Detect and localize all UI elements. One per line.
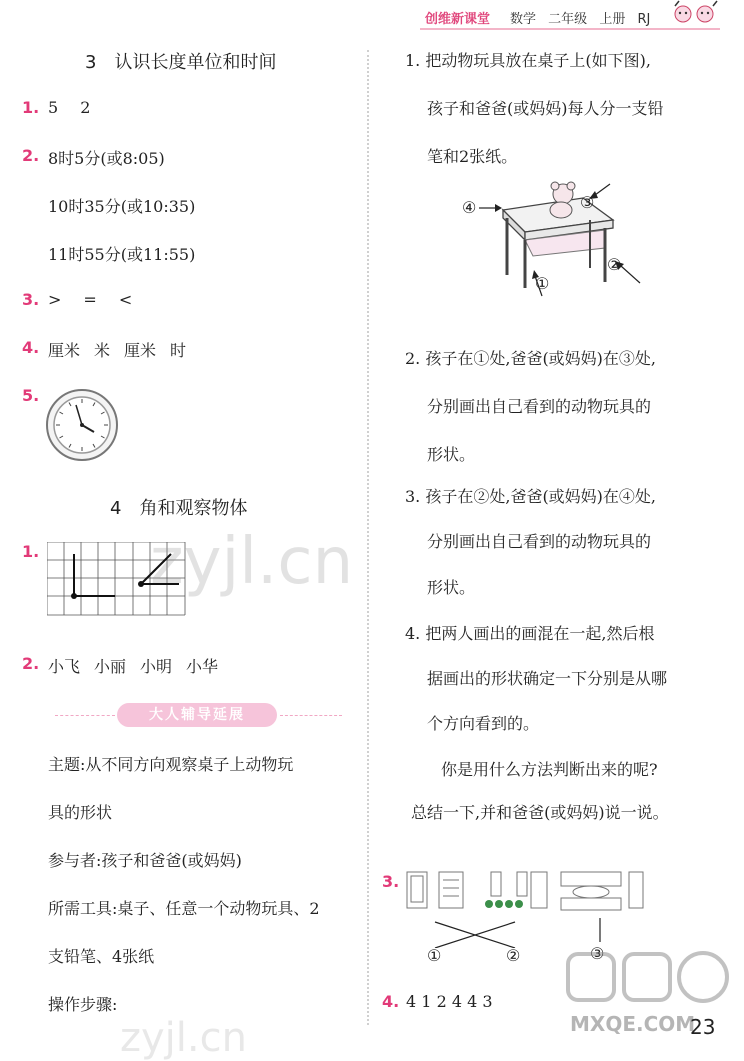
tools-line2: 支铅笔、4张纸	[48, 947, 155, 966]
step2-line1: 2. 孩子在①处,爸爸(或妈妈)在③处,	[405, 349, 657, 368]
step4-line3: 个方向看到的。	[427, 714, 540, 733]
table-toy-figure	[455, 180, 665, 305]
watermark-main: zyjl.cn	[150, 525, 354, 599]
banner-rule-left	[55, 715, 115, 716]
s4-q2-a: 小飞	[48, 657, 81, 676]
question-line2: 总结一下,并和爸爸(或妈妈)说一说。	[411, 803, 669, 822]
q4-c: 厘米	[124, 341, 157, 360]
r-q3-number: 3.	[382, 872, 400, 891]
subject-label: 数学	[510, 12, 537, 27]
grade-label: 二年级	[548, 12, 588, 27]
step4-line1: 4. 把两人画出的画混在一起,然后根	[405, 624, 655, 643]
q4-answer	[48, 338, 186, 361]
section-3-title: 3 认识长度单位和时间	[85, 52, 277, 73]
s4-q2-d: 小华	[186, 657, 219, 676]
parent-guide-banner: 大人辅导延展	[117, 703, 277, 727]
views-matching-figure	[405, 868, 655, 948]
q2-line1: 8时5分(或8:05)	[48, 149, 165, 168]
s4-q1-number: 1.	[22, 542, 40, 561]
s4-q2-number: 2.	[22, 654, 40, 673]
step1-line2: 孩子和爸爸(或妈妈)每人分一支铅	[427, 99, 664, 118]
match-label-1: ①	[427, 946, 442, 965]
step3-line1: 3. 孩子在②处,爸爸(或妈妈)在④处,	[405, 487, 657, 506]
q4-b: 米	[94, 341, 111, 360]
figure-label-4: ④	[462, 198, 477, 217]
step2-line2: 分别画出自己看到的动物玩具的	[427, 397, 652, 416]
q1-answer	[48, 98, 90, 117]
r-q4-number: 4.	[382, 992, 400, 1011]
step1-line3: 笔和2张纸。	[427, 147, 518, 166]
steps-line: 操作步骤:	[48, 995, 118, 1014]
figure-label-3: ③	[580, 193, 595, 212]
s4-q2-answer	[48, 654, 218, 677]
q2-line3: 11时55分(或11:55)	[48, 245, 196, 264]
r-q4-v5: 4	[467, 992, 478, 1011]
step1-line1: 1. 把动物玩具放在桌子上(如下图),	[405, 51, 651, 70]
r-q4-v2: 1	[421, 992, 432, 1011]
banner-rule-right	[280, 715, 342, 716]
r-q4-v3: 2	[436, 992, 447, 1011]
section-4-title: 4 角和观察物体	[110, 498, 248, 519]
q4-d: 时	[170, 341, 187, 360]
match-label-2: ②	[506, 946, 521, 965]
mascot-icon	[665, 0, 725, 30]
step3-line2: 分别画出自己看到的动物玩具的	[427, 532, 652, 551]
s4-q2-c: 小明	[140, 657, 173, 676]
watermark-site: MXQE.COM	[570, 1012, 696, 1036]
participants-line: 参与者:孩子和爸爸(或妈妈)	[48, 851, 242, 870]
q1-number: 1.	[22, 98, 40, 117]
q3-a: >	[48, 290, 62, 309]
topic-line2: 具的形状	[48, 803, 113, 822]
r-q4-v4: 4	[451, 992, 463, 1011]
r-q4-v1: 4	[406, 992, 417, 1011]
brand-name: 创维新课堂	[425, 12, 491, 27]
step4-line2: 据画出的形状确定一下分别是从哪	[427, 669, 668, 688]
q4-number: 4.	[22, 338, 40, 357]
s4-q2-b: 小丽	[94, 657, 127, 676]
q3-number: 3.	[22, 290, 40, 309]
q3-b: =	[83, 290, 97, 309]
figure-label-2: ②	[607, 255, 622, 274]
q1-b: 2	[80, 98, 91, 117]
topic-line1: 主题:从不同方向观察桌子上动物玩	[48, 755, 294, 774]
q4-a: 厘米	[48, 341, 81, 360]
q3-answer	[48, 290, 132, 309]
q3-c: <	[118, 290, 133, 309]
q1-a: 5	[48, 98, 59, 117]
q2-number: 2.	[22, 146, 40, 165]
page-number: 23	[690, 1015, 716, 1039]
header-info	[510, 8, 658, 27]
r-q4-answers	[406, 992, 493, 1011]
q2-line2: 10时35分(或10:35)	[48, 197, 196, 216]
clock-icon	[45, 388, 119, 462]
match-label-3: ③	[590, 944, 605, 963]
column-divider	[367, 50, 369, 1025]
volume-label: 上册	[599, 12, 626, 27]
step2-line3: 形状。	[427, 445, 476, 464]
tools-line1: 所需工具:桌子、任意一个动物玩具、2	[48, 899, 320, 918]
edition-label: RJ	[637, 12, 651, 27]
figure-label-1: ①	[535, 274, 550, 293]
question-line1: 你是用什么方法判断出来的呢?	[441, 760, 658, 779]
r-q4-v6: 3	[482, 992, 493, 1011]
watermark-bottom: zyjl.cn	[120, 1015, 247, 1061]
q5-number: 5.	[22, 386, 40, 405]
step3-line3: 形状。	[427, 578, 476, 597]
